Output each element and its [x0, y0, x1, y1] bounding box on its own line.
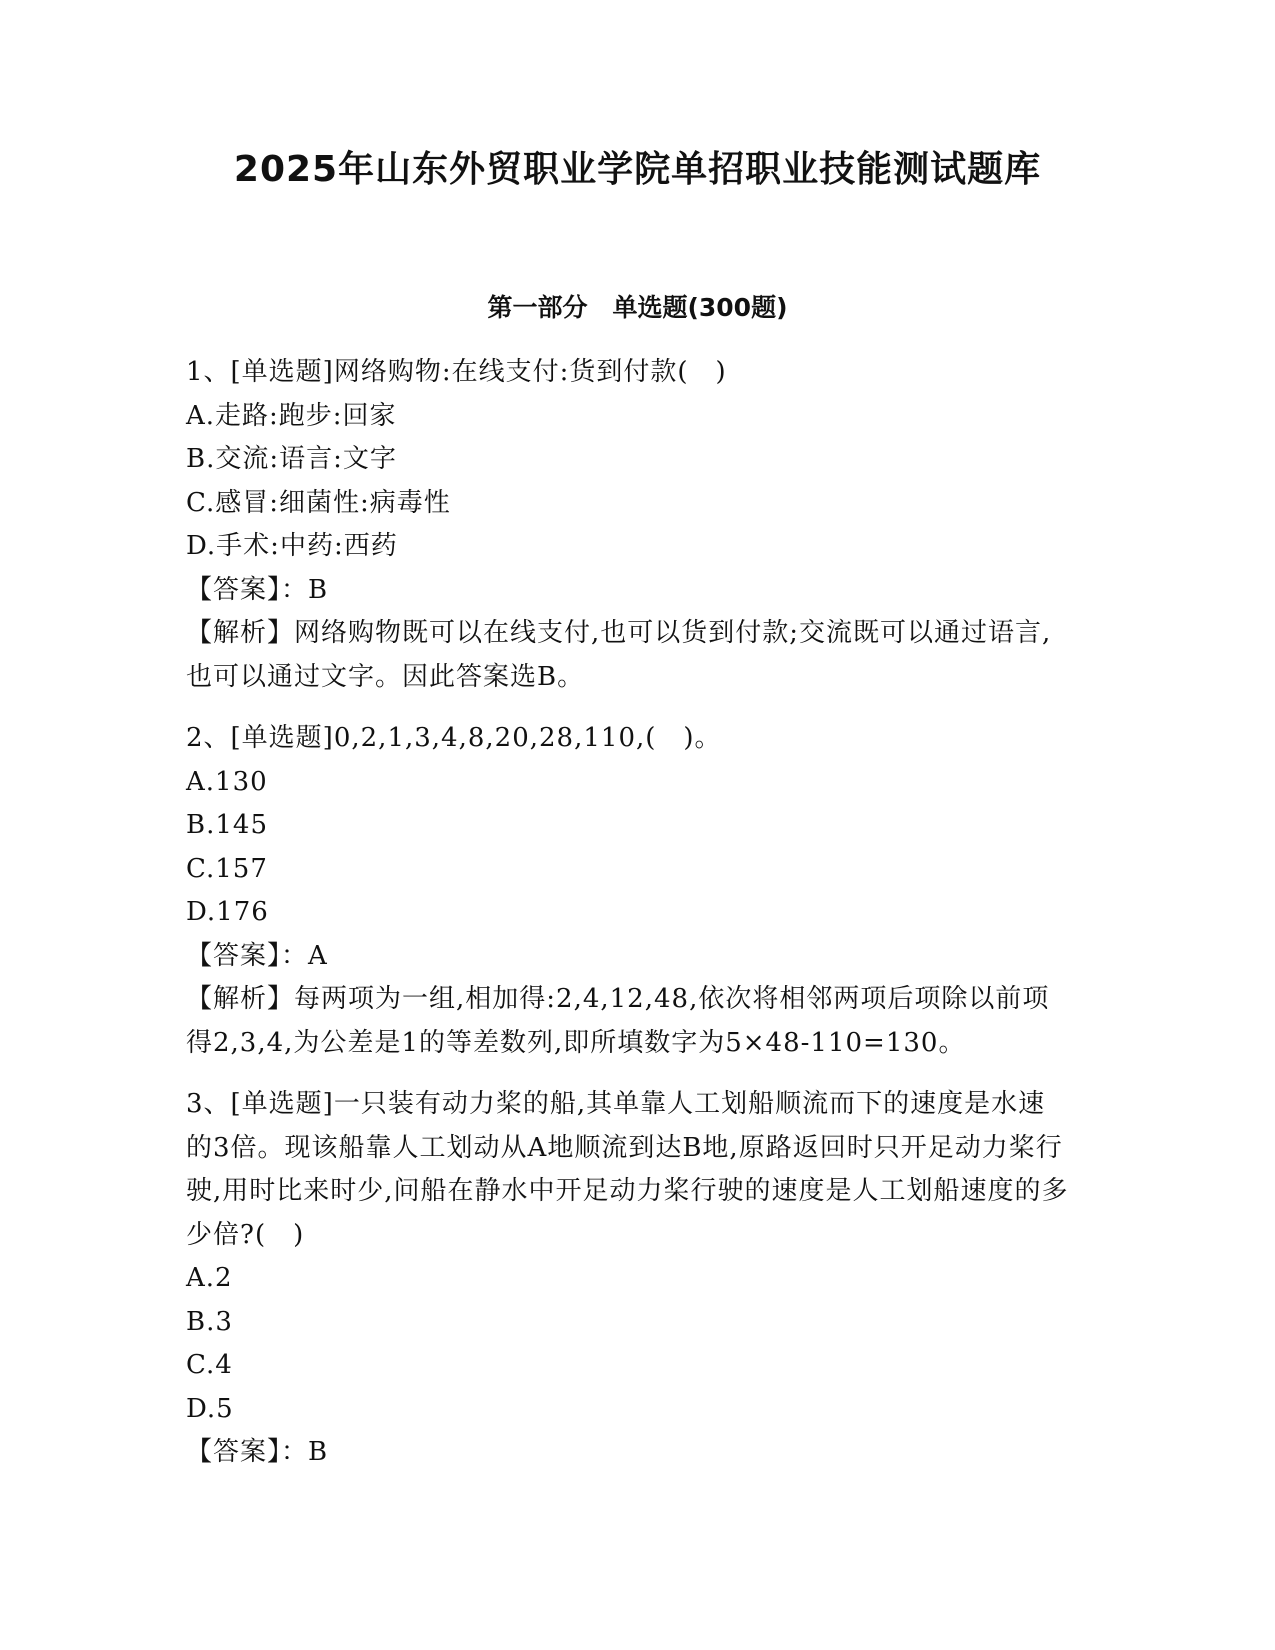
document-title: 2025年山东外贸职业学院单招职业技能测试题库: [233, 149, 1042, 190]
answer: 【答案】：A: [186, 940, 328, 971]
answer: 【答案】：B: [186, 1437, 329, 1467]
answer: 【答案】：B: [186, 574, 329, 605]
option-a: A.2: [186, 1263, 233, 1293]
option-c: C.4: [186, 1350, 233, 1380]
question-3: [186, 1083, 1071, 1475]
option-d: D.5: [186, 1393, 234, 1424]
question-stem: 3、[单选题]一只装有动力桨的船,其单靠人工划船顺流而下的速度是水速的3倍。现该船靠人工划动从A地顺流到达B地,原路返回时只开足动力桨行驶,用时比来时少,问船在静水中开足动力桨行驶的速度是人工划船速度的多少倍?( ): [186, 1089, 1069, 1250]
option-a: A.130: [186, 766, 268, 797]
option-b: B.3: [186, 1306, 233, 1337]
question-list: [186, 351, 1071, 1493]
option-a: A.走路:跑步:回家: [186, 400, 397, 431]
question-1: [186, 351, 1071, 699]
question-stem: 1、[单选题]网络购物:在线支付:货到付款( ): [186, 357, 727, 387]
option-d: D.176: [186, 897, 269, 927]
option-c: C.157: [186, 853, 268, 884]
question-2: [186, 717, 1071, 1065]
analysis: 【解析】网络购物既可以在线支付,也可以货到付款;交流既可以通过语言,也可以通过文字。因此答案选B。: [186, 618, 1052, 692]
option-d: D.手术:中药:西药: [186, 531, 398, 561]
option-c: C.感冒:细菌性:病毒性: [186, 487, 451, 518]
section-heading: 第一部分 单选题(300题): [487, 293, 788, 322]
option-b: B.交流:语言:文字: [186, 444, 397, 474]
option-b: B.145: [186, 810, 268, 840]
analysis: 【解析】每两项为一组,相加得:2,4,12,48,依次将相邻两项后项除以前项得2,3,4,为公差是1的等差数列,即所填数字为5×48-110=130。: [186, 984, 1050, 1058]
question-stem: 2、[单选题]0,2,1,3,4,8,20,28,110,( )。: [186, 723, 722, 753]
